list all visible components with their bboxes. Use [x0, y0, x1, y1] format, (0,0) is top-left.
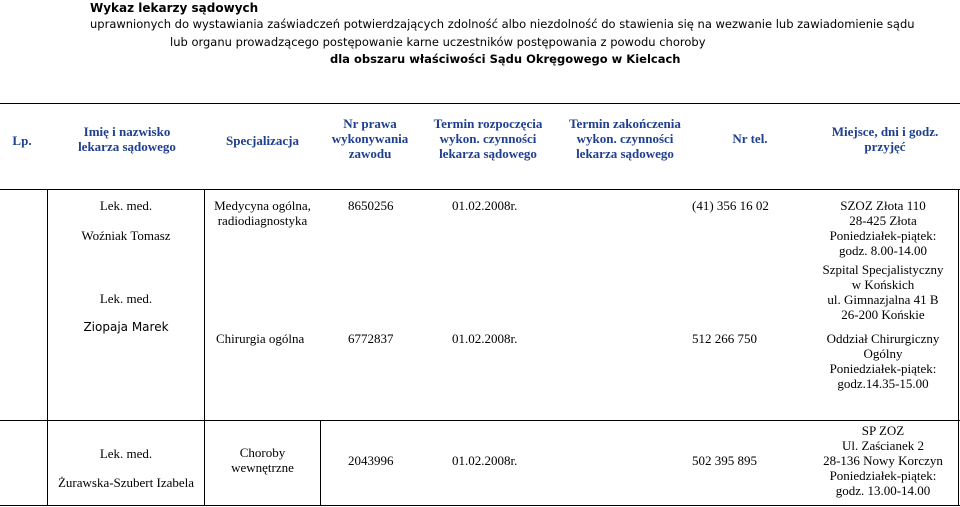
row-3-license: 2043996	[348, 453, 394, 468]
col-header-start-l2: wykon. czynności	[439, 131, 537, 146]
row-2-place-l7: Ogólny	[863, 346, 903, 361]
col-header-phone: Nr tel.	[732, 131, 768, 146]
row-1-place	[808, 198, 958, 258]
col-header-name-l2: lekarza sądowego	[78, 139, 176, 154]
row-1-place-l1: SZOZ Złota 110	[840, 198, 926, 213]
row-2-phone: 512 266 750	[692, 331, 757, 346]
row-2-spec: Chirurgia ogólna	[216, 331, 305, 346]
row-2-name: Ziopaja Marek	[83, 320, 169, 334]
row-1-spec-l1: Medycyna ogólna,	[214, 198, 311, 213]
row-1-spec	[205, 198, 320, 228]
row-2-place-l8: Poniedziałek-piątek:	[829, 361, 937, 376]
row-3-start: 01.02.2008r.	[452, 453, 518, 468]
col-header-name	[52, 124, 202, 154]
row-3-title: Lek. med.	[99, 446, 153, 461]
row-2-place-l6: Oddział Chirurgiczny	[826, 331, 940, 346]
row-1-spec-l2: radiodiagnostyka	[217, 213, 308, 228]
row-2-place-l2: w Końskich	[851, 277, 915, 292]
row-1-start: 01.02.2008r.	[452, 198, 518, 213]
col-header-end-l2: wykon. czynności	[576, 131, 674, 146]
row-3-place-l2: Ul. Zaścianek 2	[842, 438, 924, 453]
row-3-place-l1: SP ZOZ	[861, 423, 905, 438]
row-2-place-l4: 26-200 Końskie	[841, 307, 925, 322]
document-title: Wykaz lekarzy sądowych	[90, 1, 259, 15]
row-2-license: 6772837	[348, 331, 394, 346]
col-header-license	[320, 116, 420, 161]
row-2-place-l3: ul. Gimnazjalna 41 B	[827, 292, 939, 307]
col-header-start	[423, 116, 553, 161]
row-3-name: Żurawska-Szubert Izabela	[57, 475, 195, 490]
col-header-start-l1: Termin rozpoczęcia	[433, 116, 543, 131]
header-line-2: lub organu prowadzącego postępowanie karne uczestników postępowania z powodu choroby	[170, 35, 706, 49]
col-divider-spec	[320, 420, 321, 506]
col-header-lp: Lp.	[12, 133, 32, 148]
col-divider-right	[958, 189, 959, 506]
row-1-place-l3: Poniedziałek-piątek:	[829, 228, 937, 243]
col-header-license-l3: zawodu	[348, 146, 392, 161]
col-header-license-l2: wykonywania	[331, 131, 409, 146]
header-line-3: dla obszaru właściwości Sądu Okręgowego w Kielcach	[330, 52, 681, 66]
col-header-end	[560, 116, 690, 161]
row-1-place-l2: 28-425 Złota	[849, 213, 917, 228]
row-3-place-l5: godz. 13.00-14.00	[835, 483, 931, 498]
row-1-place-l4: godz. 8.00-14.00	[838, 243, 928, 258]
row-2-place-l1: Szpital Specjalistyczny	[822, 262, 944, 277]
row-3-place	[808, 423, 958, 498]
row-3-spec	[205, 445, 320, 475]
col-header-spec: Specjalizacja	[226, 133, 299, 148]
row-3-spec-l2: wewnętrzne	[231, 460, 294, 475]
row-2-bottom-border	[0, 420, 960, 421]
col-header-end-l3: lekarza sądowego	[576, 146, 674, 161]
row-2-start: 01.02.2008r.	[452, 331, 518, 346]
row-1-license: 8650256	[348, 198, 394, 213]
row-3-place-l3: 28-136 Nowy Korczyn	[823, 453, 943, 468]
table-bottom-border	[0, 505, 960, 506]
row-2-title: Lek. med.	[99, 291, 153, 306]
row-1-phone: (41) 356 16 02	[692, 198, 769, 213]
row-2-place-l5	[808, 322, 958, 331]
col-header-place	[810, 124, 960, 154]
col-header-place-l2: przyjęć	[864, 139, 906, 154]
header-line-1: uprawnionych do wystawiania zaświadczeń potwierdzających zdolność albo niezdolność do stawienia się na wezwanie lub zawiadomienie sądu	[90, 17, 915, 31]
row-3-phone: 502 395 895	[692, 453, 757, 468]
row-2-place-l9: godz.14.35-15.00	[837, 376, 929, 391]
row-2-place	[808, 262, 958, 391]
row-3-spec-l1: Choroby	[239, 445, 286, 460]
header-bottom-border	[0, 189, 960, 190]
col-header-place-l1: Miejsce, dni i godz.	[831, 124, 939, 139]
col-header-end-l1: Termin zakończenia	[569, 116, 681, 131]
col-header-license-l1: Nr prawa	[343, 116, 397, 131]
col-header-start-l3: lekarza sądowego	[439, 146, 537, 161]
header-top-border	[0, 103, 960, 104]
row-3-place-l4: Poniedziałek-piątek:	[829, 468, 937, 483]
col-header-name-l1: Imię i nazwisko	[83, 124, 171, 139]
row-1-title: Lek. med.	[99, 198, 153, 213]
row-1-name: Woźniak Tomasz	[81, 228, 171, 243]
